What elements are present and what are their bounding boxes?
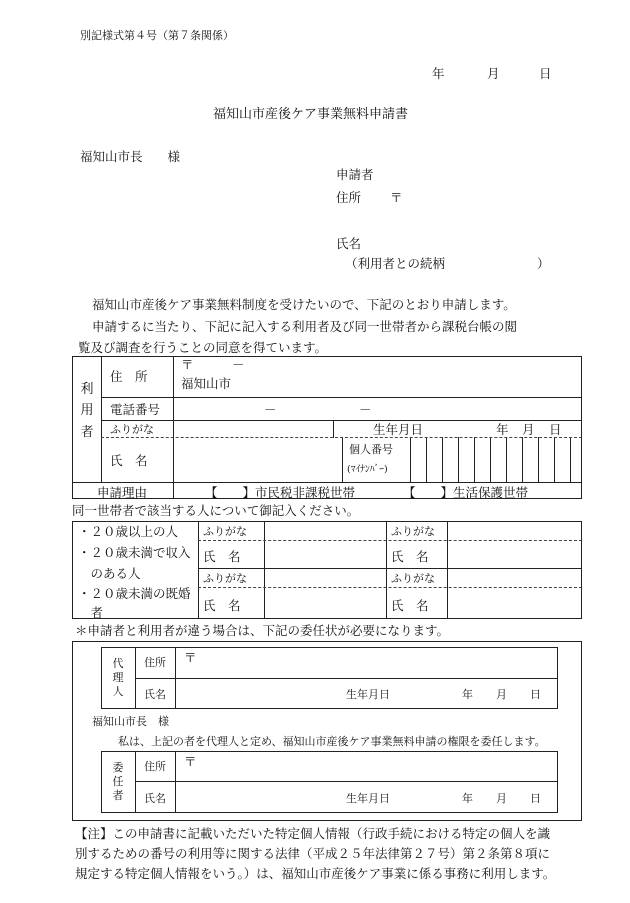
agent-birthdate-label: 生年月日 [346,688,390,701]
footnote-line-3: 規定する特定個人情報をいう。）は、福知山市産後ケア事業に係る事務に利用します。 [75,866,556,881]
agent-day: 日 [530,688,541,701]
principal-label: 委任者 [112,761,124,802]
postal-mark: 〒 [181,357,194,372]
criteria-2: ・２０歳未満で収入 [78,545,191,560]
user-name-label: 氏 名 [110,453,148,468]
principal-birthdate-label: 生年月日 [346,792,390,805]
address-label: 住 所 [110,369,148,384]
relation-close: ） [537,256,550,271]
household-furigana-1: ふりがな [203,525,247,538]
agent-label: 代理人 [112,657,124,698]
principal-year: 年 [462,792,473,805]
criteria-1: ・２０歳以上の人 [78,524,179,539]
furigana-label: ふりがな [110,423,154,436]
footnote-line-2: 別するための番号の利用等に関する法律（平成２５年法律第２７号）第２条第８項に [75,846,551,861]
reason-label: 申請理由 [97,485,148,500]
agent-year: 年 [462,688,473,701]
proxy-note: ＊申請者と利用者が違う場合は、下記の委任状が必要になります。 [75,623,450,638]
relation-open: （利用者との続柄 [345,256,446,271]
criteria-3: のある人 [78,566,141,581]
birth-day: 日 [549,422,562,437]
agent-month: 月 [496,688,507,701]
date-month: 月 [487,66,500,81]
form-number: 別記様式第４号（第７条関係） [80,29,234,42]
applicant-label: 申請者 [336,167,374,182]
phone-label: 電話番号 [110,402,161,417]
household-name-1: 氏 名 [203,549,241,564]
user-side-label: 利用者 [80,382,94,440]
addressee: 福知山市長 様 [80,149,181,164]
household-furigana-4: ふりがな [391,572,435,585]
household-name-2: 氏 名 [391,549,429,564]
birth-month: 月 [522,422,535,437]
body-line-2: 申請するに当たり、下記に記入する利用者及び同一世帯者から課税台帳の閲 [92,319,518,334]
principal-day: 日 [530,792,541,805]
birth-year: 年 [496,422,509,437]
principal-name-label: 氏名 [144,792,166,805]
phone-dash-1: － [264,402,277,417]
applicant-name-label: 氏名 [336,236,362,251]
date-year: 年 [432,66,445,81]
mynumber-label: 個人番号 [349,443,393,456]
phone-dash-2: － [359,402,372,417]
household-name-3: 氏 名 [203,598,241,613]
criteria-5: 者 [78,605,104,620]
birthdate-label: 生年月日 [373,422,424,437]
reason-option-welfare: 【 】生活保護世帯 [403,485,529,500]
proxy-statement: 私は、上記の者を代理人と定め、福知山市産後ケア事業無料申請の権限を委任します。 [118,735,546,748]
household-intro: 同一世帯者で該当する人について御記入ください。 [72,503,360,518]
principal-address-label: 住所 [144,760,166,773]
applicant-postal-mark: 〒 [390,190,403,205]
agent-postal-mark: 〒 [184,650,197,665]
proxy-addressee: 福知山市長 様 [92,715,169,728]
body-line-3: 覧及び調査を行うことの同意を得ています。 [78,340,328,355]
household-name-4: 氏 名 [391,598,429,613]
postal-dash: － [232,357,245,372]
address-city: 福知山市 [181,376,232,391]
reason-option-tax-exempt: 【 】市民税非課税世帯 [205,485,356,500]
footnote-line-1: 【注】この申請書に記載いただいた特定個人情報（行政手続における特定の個人を識 [75,826,551,841]
applicant-address-label: 住所 [336,190,362,205]
household-furigana-2: ふりがな [391,525,435,538]
mynumber-sub: (ﾏｲﾅﾝﾊﾞｰ) [347,464,388,475]
body-line-1: 福知山市産後ケア事業無料制度を受けたいので、下記のとおり申請します。 [92,297,516,312]
page-title: 福知山市産後ケア事業無料申請書 [213,107,409,122]
date-day: 日 [539,66,552,81]
agent-name-label: 氏名 [144,688,166,701]
principal-postal-mark: 〒 [184,754,197,769]
household-furigana-3: ふりがな [203,572,247,585]
criteria-4: ・２０歳未満の既婚 [78,586,191,601]
principal-month: 月 [496,792,507,805]
agent-address-label: 住所 [144,656,166,669]
